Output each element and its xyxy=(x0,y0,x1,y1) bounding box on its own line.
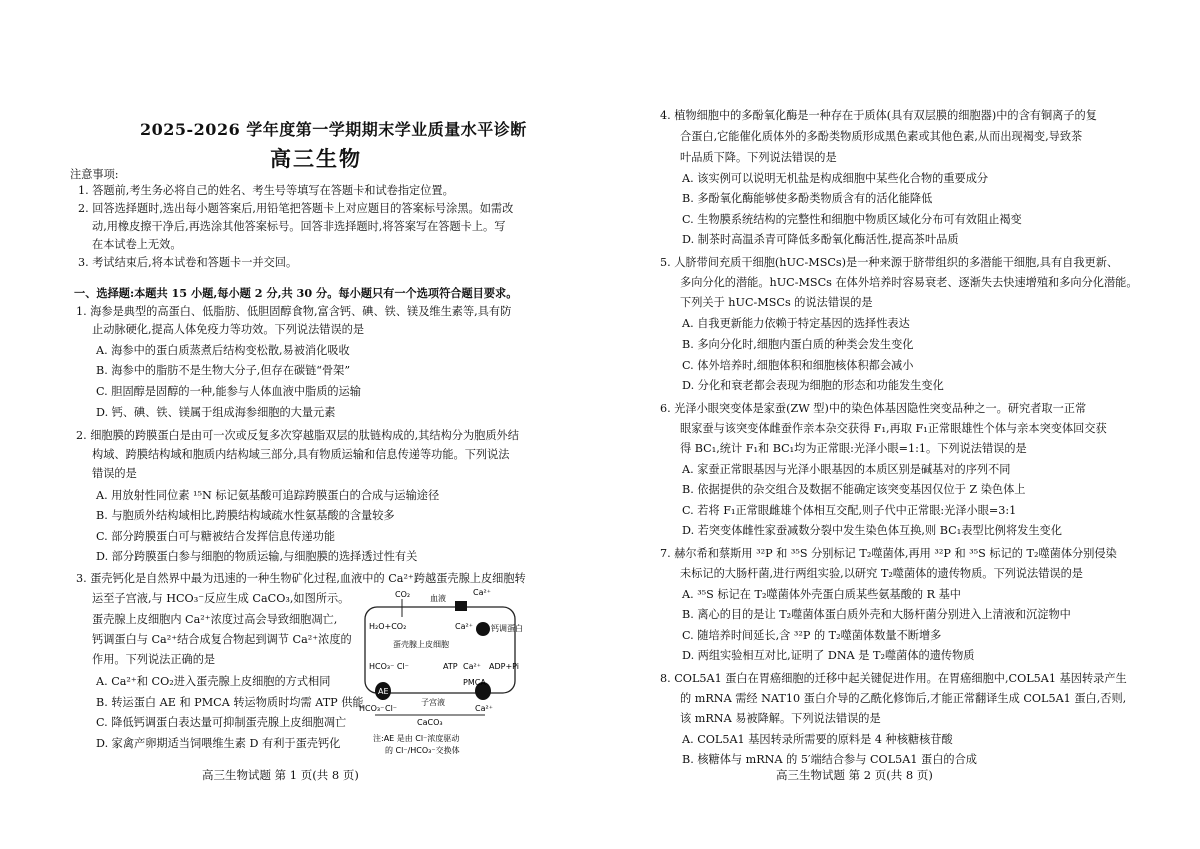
label-blood: 血液 xyxy=(430,594,446,603)
option-line: D. 制茶时高温杀青可降低多酚氧化酶活性,提高茶叶品质 xyxy=(682,233,959,246)
label-adp: ADP+Pi xyxy=(489,662,520,671)
label-ae: AE xyxy=(378,687,389,696)
option-line: D. 分化和衰老都会表现为细胞的形态和功能发生变化 xyxy=(682,379,944,392)
question-line: 下列关于 hUC-MSCs 的说法错误的是 xyxy=(680,296,873,309)
question-line: 该 mRNA 易被降解。下列说法错误的是 xyxy=(680,712,881,725)
question-line: 未标记的大肠杆菌,进行两组实验,以研究 T₂噬菌体的遗传物质。下列说法错误的是 xyxy=(680,567,1083,580)
option-line: D. 家禽产卵期适当饲喂维生素 D 有利于蛋壳钙化 xyxy=(96,737,341,750)
option-line: A. COL5A1 基因转录所需要的原料是 4 种核糖核苷酸 xyxy=(682,733,953,746)
question-line: 得 BC₁,统计 F₁和 BC₁均为正常眼:光泽小眼=1:1。下列说法错误的是 xyxy=(680,442,1027,455)
option-line: D. 部分跨膜蛋白参与细胞的物质运输,与细胞膜的选择透过性有关 xyxy=(96,550,418,563)
label-calmodulin: 钙调蛋白 xyxy=(491,624,523,633)
page-footer-left: 高三生物试题 第 1 页(共 8 页) xyxy=(202,768,359,782)
option-line: D. 钙、碘、铁、镁属于组成海参细胞的大量元素 xyxy=(96,406,336,419)
notice-line: 1. 答题前,考生务必将自己的姓名、考生号等填写在答题卡和试卷指定位置。 xyxy=(78,184,454,197)
question-line: 叶品质下降。下列说法错误的是 xyxy=(680,151,837,164)
option-line: A. 海参中的蛋白质蒸煮后结构变松散,易被消化吸收 xyxy=(96,344,350,357)
question-line: 合蛋白,它能催化质体外的多酚类物质形成黑色素或其他色素,从而出现褐变,导致茶 xyxy=(680,130,1083,143)
notice-line: 2. 回答选择题时,选出每小题答案后,用铅笔把答题卡上对应题目的答案标号涂黑。如需改 xyxy=(78,202,514,215)
label-pmca: PMCA xyxy=(463,678,486,687)
question-line: 多向分化的潜能。hUC-MSCs 在体外培养时容易衰老、逐渐失去快速增殖和多向分化潜能。 xyxy=(680,276,1138,289)
option-line: C. 生物膜系统结构的完整性和细胞中物质区域化分布可有效阻止褐变 xyxy=(682,213,1022,226)
label-cell: 蛋壳腺上皮细胞 xyxy=(393,640,449,649)
option-line: B. 海参中的脂肪不是生物大分子,但存在碳链“骨架” xyxy=(96,364,351,377)
option-line: C. 体外培养时,细胞体积和细胞核体积都会减小 xyxy=(682,359,914,372)
option-line: C. 胆固醇是固醇的一种,能参与人体血液中脂质的运输 xyxy=(96,385,361,398)
exam-subject: 高三生物 xyxy=(270,146,362,171)
question-line: 1. 海参是典型的高蛋白、低脂肪、低胆固醇食物,富含钙、碘、铁、镁及维生素等,具有防 xyxy=(76,305,512,318)
option-line: A. 自我更新能力依赖于特定基因的选择性表达 xyxy=(682,317,910,330)
question-line: 8. COL5A1 蛋白在胃癌细胞的迁移中起关键促进作用。在胃癌细胞中,COL5A1 基因转录产生 xyxy=(660,672,1127,685)
question-line: 眼家蚕与该突变体雌蚕作亲本杂交获得 F₁,再取 F₁正常眼雄性个体与亲本突变体回交获 xyxy=(680,422,1107,435)
option-line: D. 两组实验相互对比,证明了 DNA 是 T₂噬菌体的遗传物质 xyxy=(682,649,975,662)
question-line: 止动脉硬化,提高人体免疫力等功效。下列说法错误的是 xyxy=(92,323,365,336)
option-line: A. ³⁵S 标记在 T₂噬菌体外壳蛋白质某些氨基酸的 R 基中 xyxy=(682,588,961,601)
label-ca-top: Ca²⁺ xyxy=(473,588,491,597)
label-hco3-cl: HCO₃⁻ Cl⁻ xyxy=(369,662,409,671)
option-line: A. 该实例可以说明无机盐是构成细胞中某些化合物的重要成分 xyxy=(682,172,989,185)
question-line: 4. 植物细胞中的多酚氧化酶是一种存在于质体(具有双层膜的细胞器)中的含有铜离子的复 xyxy=(660,109,1097,122)
label-atp: ATP xyxy=(443,662,458,671)
option-line: B. 与胞质外结构域相比,跨膜结构域疏水性氨基酸的含量较多 xyxy=(96,509,395,522)
label-ca-out: Ca²⁺ xyxy=(475,704,493,713)
question-line: 错误的是 xyxy=(92,467,137,480)
label-ca-mid: Ca²⁺ xyxy=(463,662,481,671)
question-line: 运至子宫液,与 HCO₃⁻反应生成 CaCO₃,如图所示。 xyxy=(92,592,350,605)
question-line: 作用。下列说法正确的是 xyxy=(92,653,216,666)
exam-title: 2025-2026 学年度第一学期期末学业质量水平诊断 xyxy=(140,120,527,139)
option-line: C. 降低钙调蛋白表达量可抑制蛋壳腺上皮细胞凋亡 xyxy=(96,716,347,729)
option-line: C. 部分跨膜蛋白可与糖被结合发挥信息传递功能 xyxy=(96,530,336,543)
eggshell-diagram-svg xyxy=(355,585,525,760)
question-line: 7. 赫尔希和蔡斯用 ³²P 和 ³⁵S 分别标记 T₂噬菌体,再用 ³²P 和 ³⁵S 标记的 T₂噬菌体分别侵染 xyxy=(660,547,1117,560)
question-line: 蛋壳腺上皮细胞内 Ca²⁺浓度过高会导致细胞凋亡, xyxy=(92,613,338,626)
notice-line: 在本试卷上无效。 xyxy=(92,238,182,251)
section-heading: 一、选择题:本题共 15 小题,每小题 2 分,共 30 分。每小题只有一个选项符合题目要求。 xyxy=(74,286,518,300)
option-line: A. 家蚕正常眼基因与光泽小眼基因的本质区别是碱基对的序列不同 xyxy=(682,463,1011,476)
option-line: C. 若将 F₁正常眼雌雄个体相互交配,则子代中正常眼:光泽小眼=3:1 xyxy=(682,504,1017,517)
option-line: B. 多向分化时,细胞内蛋白质的种类会发生变化 xyxy=(682,338,914,351)
option-line: A. Ca²⁺和 CO₂进入蛋壳腺上皮细胞的方式相同 xyxy=(96,675,331,688)
page-footer-right: 高三生物试题 第 2 页(共 8 页) xyxy=(776,768,933,782)
notice-heading: 注意事项: xyxy=(70,168,119,181)
label-cl-out: Cl⁻ xyxy=(385,704,398,713)
label-caco3: CaCO₃ xyxy=(417,718,443,727)
option-line: A. 用放射性同位素 ¹⁵N 标记氨基酸可追踪跨膜蛋白的合成与运输途径 xyxy=(96,489,440,502)
label-h2o-co2: H₂O+CO₂ xyxy=(369,622,407,631)
question-line: 构域、跨膜结构域和胞质内结构域三部分,具有物质运输和信息传递等功能。下列说法 xyxy=(92,448,510,461)
question-line: 6. 光泽小眼突变体是家蚕(ZW 型)中的染色体基因隐性突变品种之一。研究者取一正常 xyxy=(660,402,1087,415)
label-uterine: 子宫液 xyxy=(421,698,445,707)
note-line-2: 的 Cl⁻/HCO₃⁻交换体 xyxy=(385,746,460,755)
option-line: B. 多酚氧化酶能够使多酚类物质含有的活化能降低 xyxy=(682,192,933,205)
label-ca-in: Ca²⁺ xyxy=(455,622,473,631)
option-line: D. 若突变体雌性家蚕减数分裂中发生染色体互换,则 BC₁表型比例将发生变化 xyxy=(682,524,1062,537)
label-hco3-out: HCO₃⁻ xyxy=(359,704,385,713)
note-line-1: 注:AE 是由 Cl⁻浓度驱动 xyxy=(373,734,460,743)
question-line: 3. 蛋壳钙化是自然界中最为迅速的一种生物矿化过程,血液中的 Ca²⁺跨越蛋壳腺上皮细胞转 xyxy=(76,572,526,585)
option-line: B. 核糖体与 mRNA 的 5′端结合参与 COL5A1 蛋白的合成 xyxy=(682,753,977,766)
cell-outline xyxy=(365,607,515,693)
option-line: B. 离心的目的是让 T₂噬菌体蛋白质外壳和大肠杆菌分别进入上清液和沉淀物中 xyxy=(682,608,1071,621)
option-line: B. 依据提供的杂交组合及数据不能确定该突变基因仅位于 Z 染色体上 xyxy=(682,483,1026,496)
notice-line: 3. 考试结束后,将本试卷和答题卡一并交回。 xyxy=(78,256,298,269)
question-line: 5. 人脐带间充质干细胞(hUC-MSCs)是一种来源于脐带组织的多潜能干细胞,具有自我更新、 xyxy=(660,256,1119,269)
option-line: B. 转运蛋白 AE 和 PMCA 转运物质时均需 ATP 供能 xyxy=(96,696,364,709)
question-line: 钙调蛋白与 Ca²⁺结合成复合物起到调节 Ca²⁺浓度的 xyxy=(92,633,352,646)
question-line: 的 mRNA 需经 NAT10 蛋白介导的乙酰化修饰后,才能正常翻译生成 COL5A1 蛋白,否则, xyxy=(680,692,1127,705)
ca-channel xyxy=(455,601,467,611)
label-co2: CO₂ xyxy=(395,590,411,599)
notice-line: 动,用橡皮擦干净后,再选涂其他答案标号。回答非选择题时,将答案写在答题卡上。写 xyxy=(92,220,506,233)
option-line: C. 随培养时间延长,含 ³²P 的 T₂噬菌体数量不断增多 xyxy=(682,629,942,642)
calmodulin-shape xyxy=(476,622,490,636)
eggshell-diagram xyxy=(355,585,525,760)
question-line: 2. 细胞膜的跨膜蛋白是由可一次或反复多次穿越脂双层的肽链构成的,其结构分为胞质外结 xyxy=(76,429,519,442)
